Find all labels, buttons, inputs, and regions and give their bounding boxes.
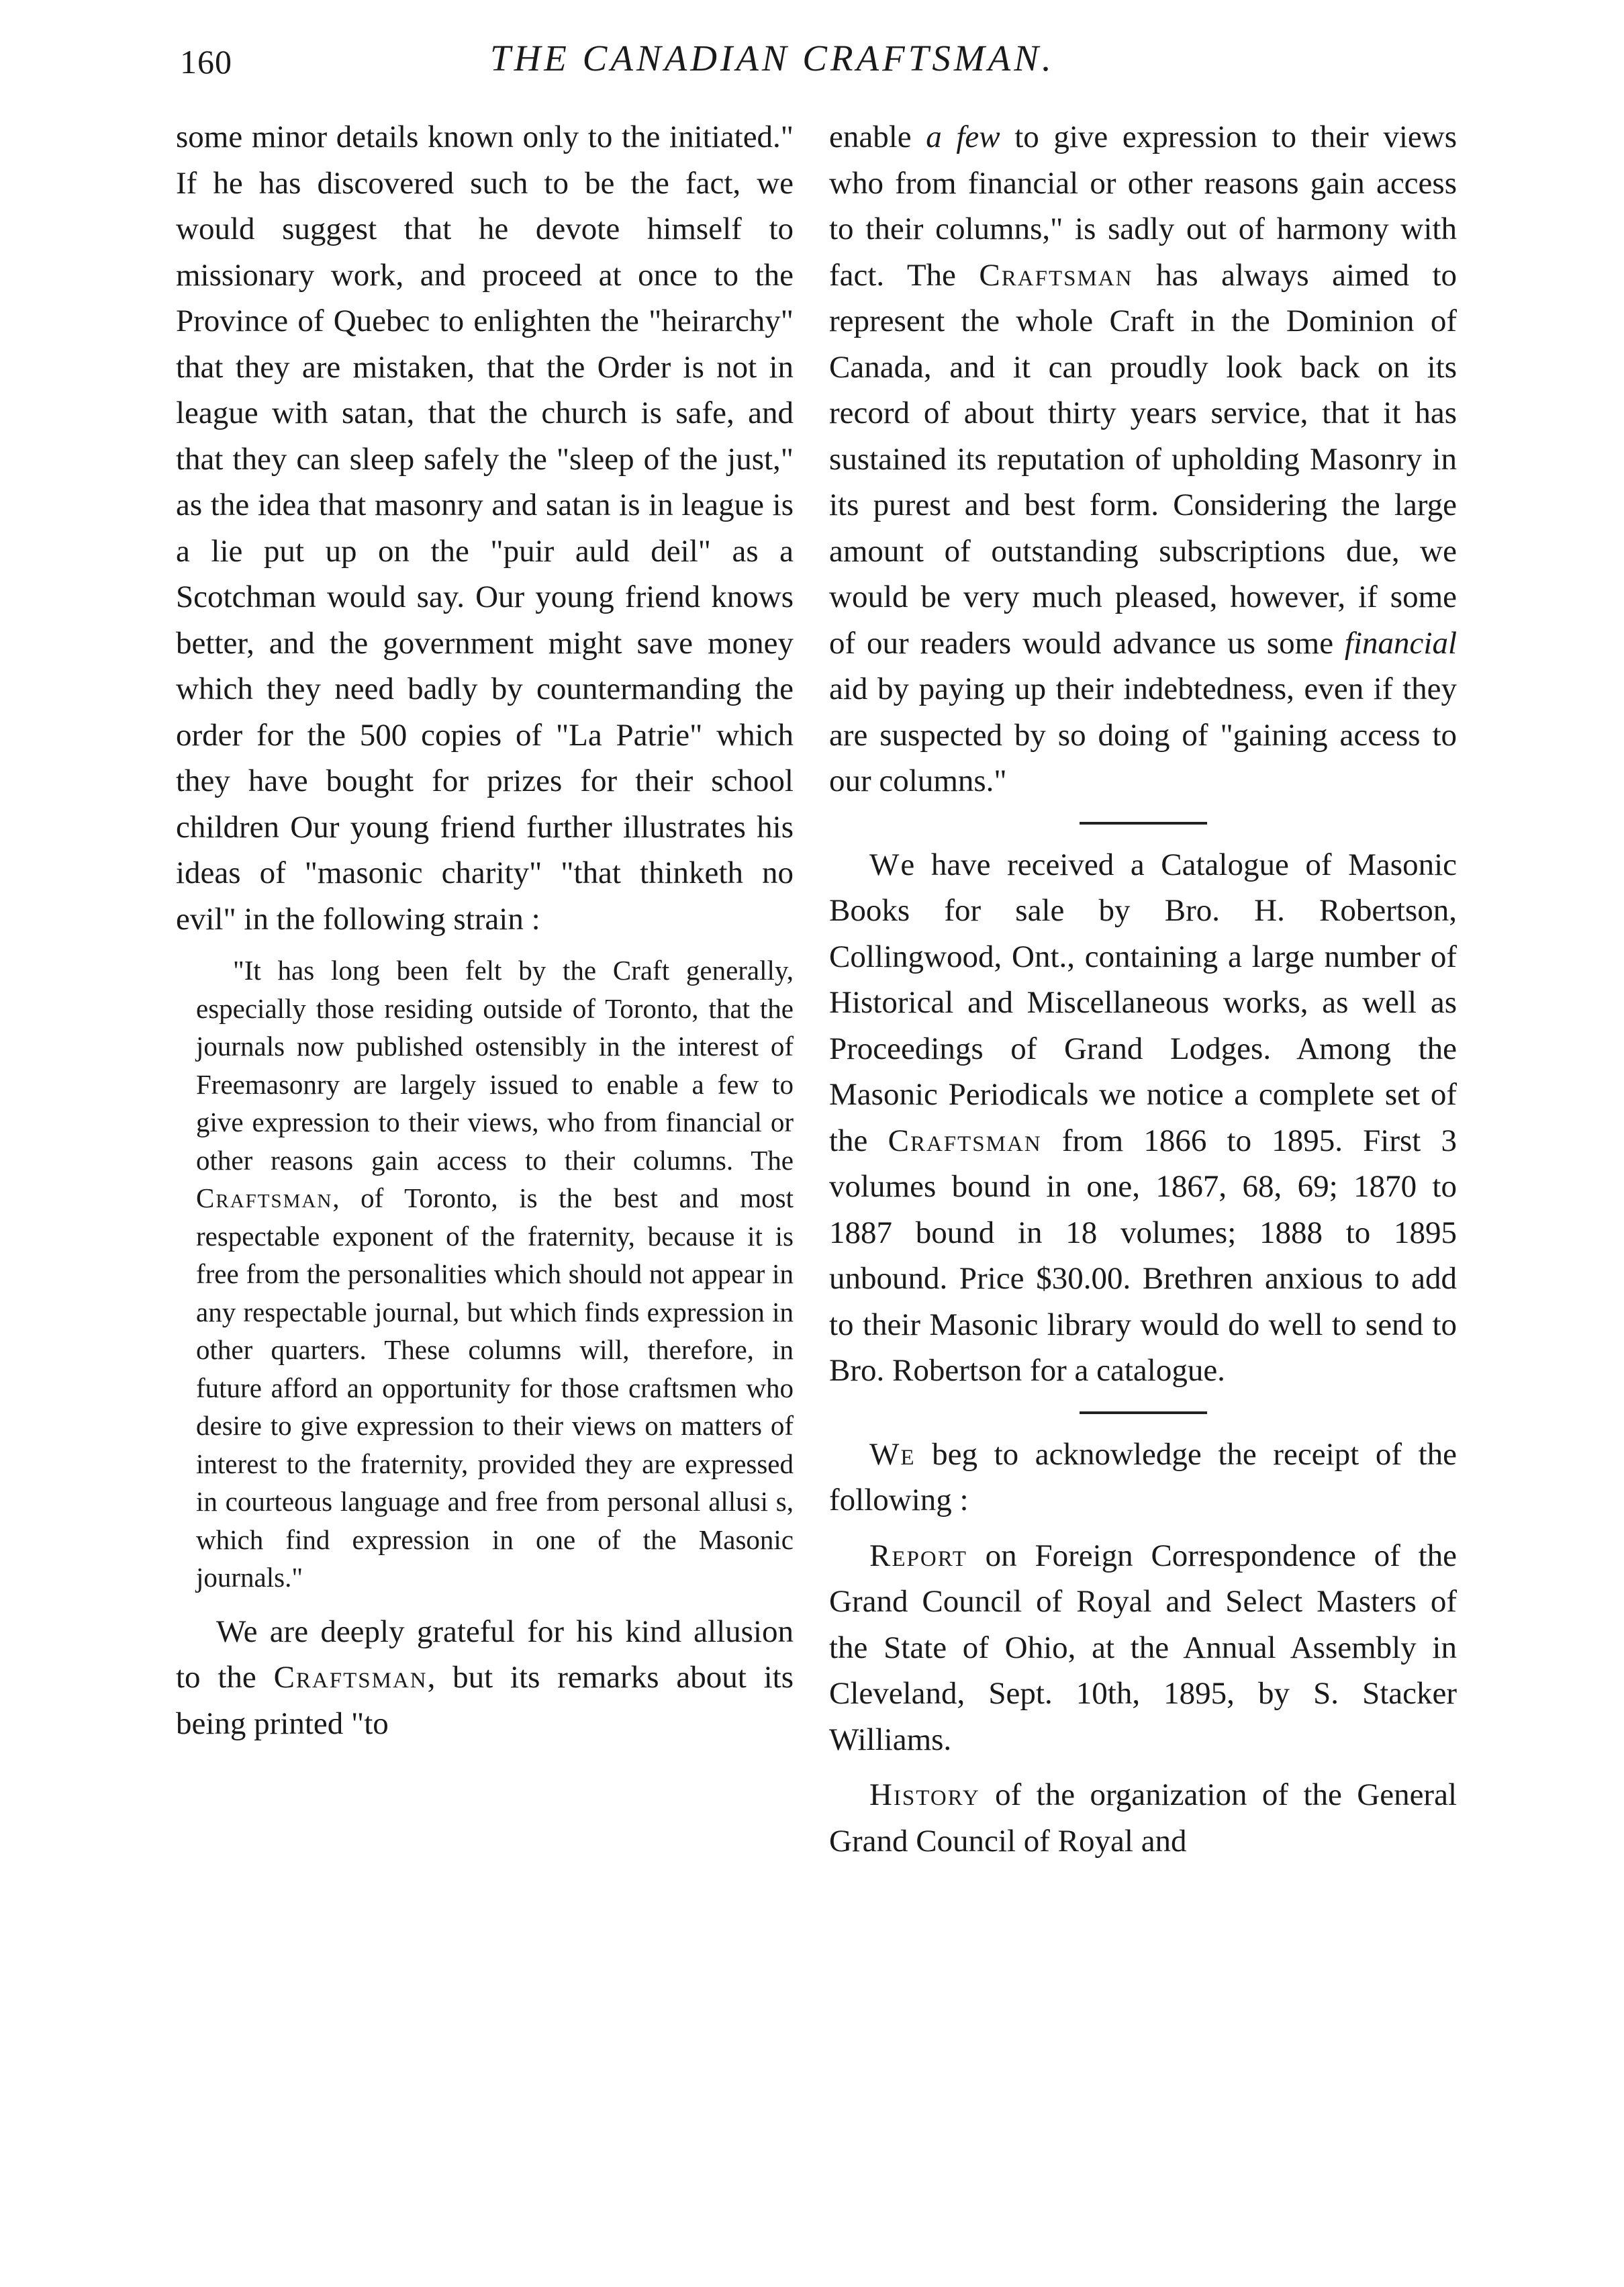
quote-paragraph [196,951,794,1597]
right-p1-text-c: has always aimed to represent the whole Craft in the Dominion of Canada, and it can proudly look back on its record of about thirty years service, that it has sustained its reputation of upholding Masonry in its purest and best form. Considering the large amount of outstanding subscriptions due, we would be very much pleased, however, if some of our readers would advance us some [829,257,1458,661]
left-column [176,114,794,1746]
right-p1-financial: financial [1344,625,1457,661]
quoted-passage [196,951,794,1597]
quote-craftsman-name: Craftsman [196,1182,333,1213]
right-paragraph-3 [829,1432,1457,1524]
right-p5-lead: History [869,1777,980,1812]
left-p2-text-2: , but its remarks about its being printed "to [176,1660,794,1741]
right-p3-text: beg to acknowledge the receipt of the following : [829,1436,1457,1518]
page-number: 160 [180,43,232,81]
right-p1-text-b: to give expression to their views who from financial or other reasons gain access to their columns," is sadly out of harmony with fact. The [829,120,1457,293]
right-p3-lead: We [869,1436,916,1472]
page-header [0,37,1624,97]
left-paragraph-1: some minor details known only to the initiated." If he has discovered such to be the fact, we would suggest that he devote himself to missionary work, and proceed at once to the Province of Quebec to enlighten the "heirarchy" that they are mistaken, that the Order is not in league with satan, that the church is safe, and that they can sleep safely the "sleep of the just," as the idea that masonry and satan is in league is a lie put up on the "puir auld deil" as a Scotchman would say. Our young friend knows better, and the government might save money which they need badly by countermanding the order for the 500 copies of "La Patrie" which they have bought for prizes for their school children Our young friend further illustrates his ideas of "masonic charity" "that thinketh no evil" in the following strain : [176,120,794,937]
section-divider-1 [1080,822,1207,825]
right-paragraph-1 [829,114,1457,804]
right-column [829,114,1457,1864]
right-paragraph-4 [829,1533,1457,1763]
right-p2-text-b: from 1866 to 1895. First 3 volumes bound in one, 1867, 68, 69; 1870 to 1887 bound in 18 volumes; 1888 to 1895 unbound. Price $30.00. Brethren anxious to add to their Masonic library would do well to send to Bro. Robertson for a catalogue. [829,1123,1458,1388]
quote-text-2: , of Toronto, is the best and most respectable exponent of the fraternity, because it is free from the personalities which should not appear in any respectable journal, but which finds expression in other quarters. These columns will, therefore, in future afford an opportunity for those craftsmen who desire to give expression to their views on matters of interest to the fraternity, provided they are expressed in courteous language and free from personal allusi s, which find expression in one of the Masonic journals." [196,1182,794,1593]
running-title: THE CANADIAN CRAFTSMAN. [490,38,1055,79]
right-paragraph-5 [829,1772,1457,1864]
right-p2-craftsman-name: Craftsman [888,1123,1042,1158]
right-p1-text-d: aid by paying up their indebtedness, even if they are suspected by so doing of "gaining access to our columns." [829,671,1457,798]
left-paragraph-2 [176,1609,794,1747]
quote-text-1: "It has long been felt by the Craft generally, especially those residing outside of Toronto, that the journals now published ostensibly in the interest of Freemasonry are largely issued to enable a few to give expression to their views, who from financial or other reasons gain access to their columns. The [196,955,794,1176]
left-p2-text-1: We are deeply grateful for his kind allusion to the [176,1614,794,1695]
right-p4-text: on Foreign Correspondence of the Grand Council of Royal and Select Masters of the State of Ohio, at the Annual Assembly in Cleveland, Sept. 10th, 1895, by S. Stacker Williams. [829,1538,1457,1757]
right-p1-few: a few [926,120,1000,154]
right-p1-craftsman-name: Craftsman [979,257,1133,293]
right-p4-lead: Report [869,1538,967,1573]
left-p2-craftsman-name: Craftsman [273,1660,428,1695]
right-p2-text-a: e have received a Catalogue of Masonic Books for sale by Bro. H. Robertson, Collingwood, Ont., containing a large number of Historical and Miscellaneous works, as well as Proceedings of Grand Lodges. Among the Masonic Periodicals we notice a complete set of the [829,847,1457,1158]
right-p1-text-a: enable [829,120,926,154]
right-paragraph-2 [829,842,1457,1394]
section-divider-2 [1080,1411,1207,1414]
right-p2-lead: W [869,847,901,882]
right-p5-text: of the organization of the General Grand Council of Royal and [829,1777,1457,1859]
